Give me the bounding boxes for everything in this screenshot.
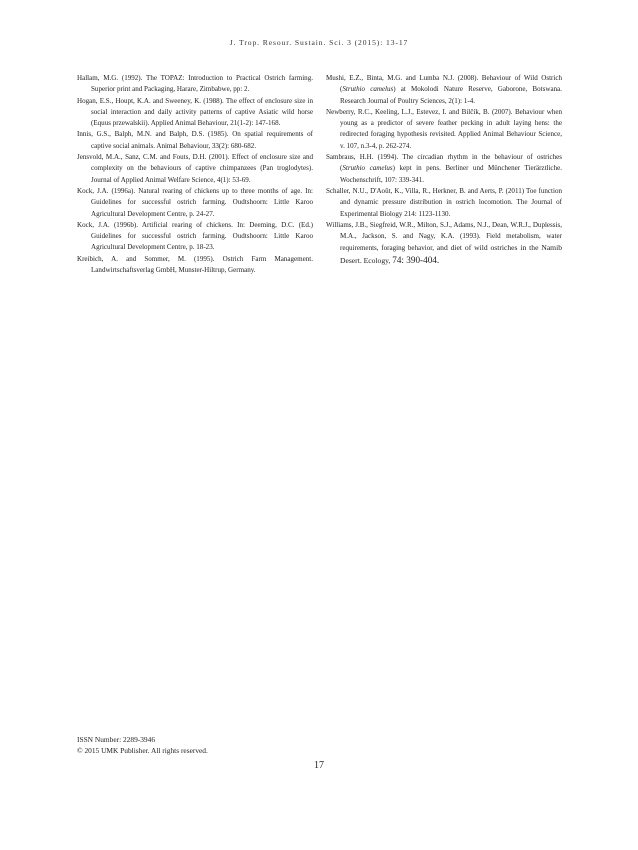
reference-item: [326, 186, 562, 220]
page-number: 17: [314, 760, 324, 771]
reference-volume-pages: 74: 390-404.: [392, 254, 440, 265]
reference-text: ) at Mokolodi Nature Reserve, Gaborone, Botswana. Research Journal of Poultry Sciences, 2(1): 1-4.: [340, 85, 562, 105]
reference-item: Jensvold, M.A., Sanz, C.M. and Fouts, D.H. (2001). Effect of enclosure size and complexity on the behaviours of captive chimpanzees (Pan troglodytes). Journal of Applied Animal Welfare Science, 4(1): 53-69.: [77, 153, 313, 184]
species-name: Struthio camelus: [342, 164, 393, 173]
reference-item: [326, 107, 562, 152]
reference-text: Sambraus, H.H. (1994). The circadian rhythm in the behaviour of ostriches (: [326, 153, 562, 173]
reference-text: Newberry, R.C., Keeling, L.J., Estevez, I. and Bilčík, B. (2007). Behaviour when young as a predictor of severe feather pecking in adult laying hens: the redirected foraging hypothesis revisited. Applied Animal Behaviour Science, v. 107, n.3-4, p. 262-274.: [326, 107, 562, 150]
reference-text: Schaller, N.U., D'Août, K., Villa, R., Herkner, B. and Aerts, P. (2011) Toe function and dynamic pressure distribution in ostrich locomotion. The Journal of Experimental Biology 214: 1123-1130.: [326, 186, 562, 218]
reference-item: [326, 73, 562, 107]
reference-item: Kreibich, A. and Sommer, M. (1995). Ostrich Farm Management. Landwirtschaftsverlag GmbH, Munster-Hiltrup, Germany.: [77, 254, 313, 275]
reference-item: Kock, J.A. (1996a). Natural rearing of chickens up to three months of age. In: Guidelines for successful ostrich farming. Oudtshoorn: Little Karoo Agricultural Development Centre, p. 24-27.: [77, 186, 313, 218]
reference-item-williams: [326, 220, 562, 267]
copyright: © 2015 UMK Publisher. All rights reserved.: [77, 746, 208, 755]
reference-text: and diet of wild ostriches in the Namib Desert. Ecology,: [340, 243, 562, 265]
issn-number: ISSN Number: 2289-3946: [77, 735, 156, 744]
reference-item: Kock, J.A. (1996b). Artificial rearing of chickens. In: Deeming, D.C. (Ed.) Guidelines for successful ostrich farming. Oudtshoorn: Little Karoo Agricultural Development Centre, p. 18-23.: [77, 220, 313, 252]
species-name: Struthio camelus: [342, 85, 394, 94]
references-right-column: [326, 73, 562, 267]
reference-text: ) kept in pens. Berliner und Münchener Tierärztliche. Wochenschrift, 107: 339-341.: [340, 164, 562, 184]
reference-item: Hallam, M.G. (1992). The TOPAZ: Introduction to Practical Ostrich farming. Superior print and Packaging, Harare, Zimbabwe, pp: 2.: [77, 74, 313, 94]
reference-item: Innis, G.S., Balph, M.N. and Balph, D.S. (1985). On spatial requirements of captive social animals. Animal Behaviour, 33(2): 680-682.: [77, 130, 313, 150]
footer: [77, 734, 208, 756]
running-head: J. Trop. Resour. Sustain. Sci. 3 (2015): 13-17: [229, 38, 409, 47]
reference-text: Mushi, E.Z., Binta, M.G. and Lumba N.J. (2008). Behaviour of Wild Ostrich (: [326, 74, 562, 94]
reference-item: Hogan, E.S., Houpt, K.A. and Sweeney, K. (1988). The effect of enclosure size in social interaction and daily activity patterns of captive Asiatic wild horse (Equus przewalskii). Applied Animal Behaviour, 21(1-2): 147-168.: [77, 96, 313, 128]
reference-item: [326, 152, 562, 186]
references-left-column: [77, 73, 313, 276]
reference-text: Williams, J.B., Siegfreid, W.R., Milton, S.J., Adams, N.J., Dean, W.R.J., Duplessis, M.A., Jackson, S. and Nagy, K.A. (1993). Field metabolism, water requirements, foraging behavior,: [326, 220, 562, 253]
